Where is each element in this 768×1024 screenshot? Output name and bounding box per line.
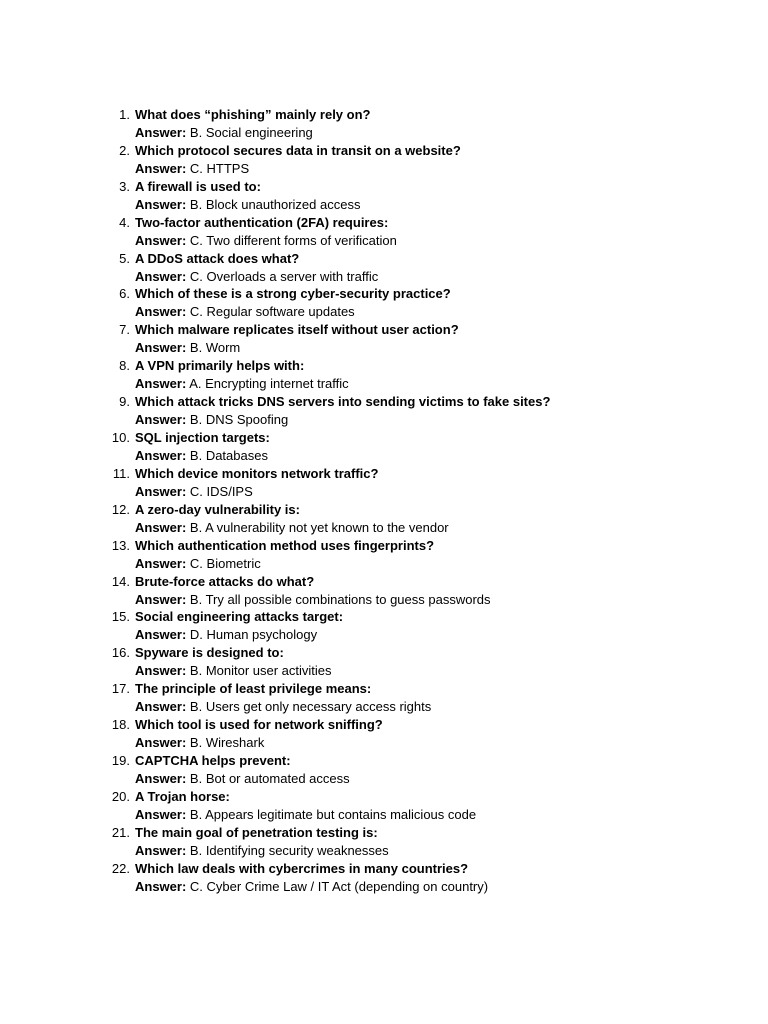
answer-line (135, 268, 750, 286)
question-text: Which law deals with cybercrimes in many countries? (135, 860, 469, 876)
answer-text: C. Two different forms of verification (189, 232, 397, 248)
list-item (110, 429, 750, 465)
list-item (110, 250, 750, 286)
item-number: 16. (111, 645, 130, 661)
question-text: Which attack tricks DNS servers into sending victims to fake sites? (135, 394, 551, 410)
answer-label: Answer: (135, 842, 187, 858)
item-number: 21. (111, 824, 130, 840)
answer-line (135, 519, 750, 537)
answer-label: Answer: (135, 555, 187, 571)
list-item (110, 537, 750, 573)
question-text: A Trojan horse: (135, 788, 230, 804)
item-number: 20. (111, 788, 130, 804)
answer-text: B. A vulnerability not yet known to the vendor (189, 519, 449, 535)
answer-text: B. Wireshark (189, 735, 265, 751)
question-text: CAPTCHA helps prevent: (135, 753, 291, 769)
list-item (110, 716, 750, 752)
list-item (110, 285, 750, 321)
list-item (110, 357, 750, 393)
answer-line (135, 878, 750, 896)
answer-label: Answer: (135, 268, 187, 284)
answer-label: Answer: (135, 519, 187, 535)
answer-line (135, 303, 750, 321)
answer-line (135, 232, 750, 250)
answer-line (135, 806, 750, 824)
item-number: 6. (119, 286, 130, 302)
item-number: 7. (119, 322, 130, 338)
item-number: 19. (111, 753, 130, 769)
item-number: 13. (111, 537, 130, 553)
answer-text: B. Appears legitimate but contains malicious code (189, 806, 477, 822)
answer-text: B. Bot or automated access (189, 771, 350, 787)
list-item (110, 321, 750, 357)
question-text: Spyware is designed to: (135, 645, 284, 661)
answer-text: B. Worm (189, 340, 241, 356)
list-item (110, 465, 750, 501)
question-text: Which malware replicates itself without user action? (135, 322, 459, 338)
qa-list (110, 106, 750, 896)
answer-line (135, 555, 750, 573)
list-item (110, 608, 750, 644)
answer-label: Answer: (135, 232, 187, 248)
answer-text: C. Regular software updates (189, 304, 355, 320)
answer-text: D. Human psychology (189, 627, 318, 643)
list-item (110, 573, 750, 609)
answer-label: Answer: (135, 160, 187, 176)
item-number: 10. (111, 430, 130, 446)
question-text: The principle of least privilege means: (135, 681, 372, 697)
item-number: 9. (119, 394, 130, 410)
question-text: A VPN primarily helps with: (135, 358, 305, 374)
answer-line (135, 375, 750, 393)
question-text: A DDoS attack does what? (135, 250, 300, 266)
question-text: Which of these is a strong cyber-security practice? (135, 286, 451, 302)
answer-text: C. Cyber Crime Law / IT Act (depending on country) (189, 878, 489, 894)
answer-line (135, 483, 750, 501)
question-text: Which protocol secures data in transit on a website? (135, 142, 461, 158)
answer-line (135, 662, 750, 680)
answer-label: Answer: (135, 735, 187, 751)
answer-label: Answer: (135, 806, 187, 822)
answer-line (135, 770, 750, 788)
answer-label: Answer: (135, 771, 187, 787)
item-number: 11. (112, 465, 130, 481)
answer-label: Answer: (135, 878, 187, 894)
answer-label: Answer: (135, 304, 187, 320)
list-item (110, 178, 750, 214)
answer-label: Answer: (135, 627, 187, 643)
answer-label: Answer: (135, 340, 187, 356)
answer-line (135, 160, 750, 178)
list-item (110, 142, 750, 178)
answer-line (135, 196, 750, 214)
answer-text: B. Monitor user activities (189, 663, 332, 679)
answer-line (135, 124, 750, 142)
item-number: 1. (119, 107, 130, 122)
list-item (110, 106, 750, 142)
item-number: 14. (111, 573, 130, 589)
question-text: Brute-force attacks do what? (135, 573, 315, 589)
question-text: Which authentication method uses fingerprints? (135, 537, 435, 553)
answer-text: A. Encrypting internet traffic (189, 376, 349, 392)
item-number: 12. (111, 501, 130, 517)
answer-line (135, 698, 750, 716)
question-text: Which tool is used for network sniffing? (135, 717, 383, 733)
list-item (110, 788, 750, 824)
list-item (110, 501, 750, 537)
list-item (110, 680, 750, 716)
answer-label: Answer: (135, 196, 187, 212)
answer-text: B. Identifying security weaknesses (189, 842, 389, 858)
question-text: SQL injection targets: (135, 430, 270, 446)
item-number: 18. (111, 717, 130, 733)
list-item (110, 752, 750, 788)
item-number: 17. (111, 681, 130, 697)
answer-text: C. HTTPS (189, 160, 250, 176)
question-text: Social engineering attacks target: (135, 609, 344, 625)
question-text: Which device monitors network traffic? (135, 465, 379, 481)
answer-label: Answer: (135, 591, 187, 607)
answer-text: B. Users get only necessary access rights (189, 699, 432, 715)
answer-label: Answer: (135, 448, 187, 464)
answer-label: Answer: (135, 699, 187, 715)
item-number: 5. (119, 250, 130, 266)
answer-line (135, 734, 750, 752)
list-item (110, 214, 750, 250)
answer-text: B. Social engineering (189, 125, 313, 140)
answer-line (135, 339, 750, 357)
item-number: 4. (119, 214, 130, 230)
answer-label: Answer: (135, 483, 187, 499)
list-item (110, 860, 750, 896)
item-number: 2. (119, 142, 130, 158)
answer-label: Answer: (135, 663, 187, 679)
answer-line (135, 842, 750, 860)
question-text: Two-factor authentication (2FA) requires: (135, 214, 389, 230)
answer-label: Answer: (135, 125, 187, 140)
answer-text: B. Block unauthorized access (189, 196, 361, 212)
answer-text: B. DNS Spoofing (189, 412, 289, 428)
item-number: 8. (119, 358, 130, 374)
question-text: A zero-day vulnerability is: (135, 501, 300, 517)
answer-line (135, 447, 750, 465)
item-number: 22. (111, 860, 130, 876)
question-text: The main goal of penetration testing is: (135, 824, 378, 840)
list-item (110, 824, 750, 860)
answer-text: B. Databases (189, 448, 268, 464)
answer-text: B. Try all possible combinations to guess passwords (189, 591, 491, 607)
question-text: A firewall is used to: (135, 178, 261, 194)
answer-text: C. Overloads a server with traffic (189, 268, 379, 284)
answer-text: C. IDS/IPS (189, 483, 253, 499)
item-number: 15. (111, 609, 130, 625)
list-item (110, 393, 750, 429)
answer-line (135, 591, 750, 609)
answer-line (135, 411, 750, 429)
answer-line (135, 626, 750, 644)
answer-text: C. Biometric (189, 555, 261, 571)
answer-label: Answer: (135, 412, 187, 428)
list-item (110, 644, 750, 680)
question-text: What does “phishing” mainly rely on? (135, 107, 371, 122)
answer-label: Answer: (135, 376, 187, 392)
item-number: 3. (119, 178, 130, 194)
